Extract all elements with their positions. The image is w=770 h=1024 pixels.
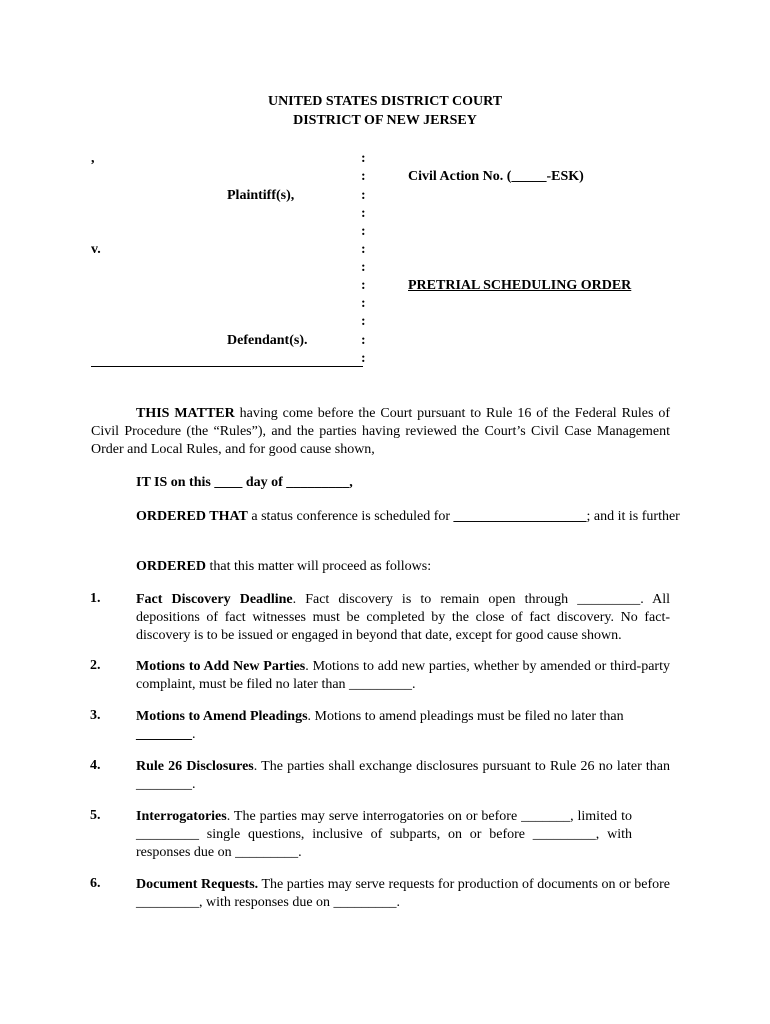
defendant-label: Defendant(s). [227,333,308,348]
amend-deadline-blank: ________ [136,727,192,742]
caption-colon: : [361,351,366,366]
caption-colon: : [361,169,366,184]
item-number: 2. [90,658,101,673]
item-heading: Fact Discovery Deadline [136,592,293,607]
caption-colon: : [361,151,366,166]
ordered-lead: ORDERED THAT [136,509,248,524]
caption-colon: : [361,242,366,257]
caption-colon: : [361,296,366,311]
item-add-parties [136,658,670,694]
item-end: . [192,727,196,742]
ordered-text: a status conference is scheduled for [247,509,454,524]
caption-colon: : [361,278,366,293]
caption-colon: : [361,188,366,203]
item-text: . Fact discovery is to remain open through _________. All depositions of fact witnesses must be completed by the close of fact discovery. No fact-discovery is to be issued or engaged in beyond that date, except for good cause shown. [136,592,670,643]
it-is-date-line: IT IS on this ____ day of _________, [136,475,353,490]
item-rule-26 [136,758,670,794]
item-document-requests [136,876,670,912]
court-name: UNITED STATES DISTRICT COURT [267,94,503,109]
item-text: The parties may serve requests for production of documents on or before _________, with responses due on _________. [136,877,670,910]
conference-date-blank: ___________________ [453,509,587,524]
ordered-text: that this matter will proceed as follows: [206,559,432,574]
intro-text: having come before the Court pursuant to Rule 16 of the Federal Rules of Civil Procedure (the “Rules”), and the parties having reviewed the Court’s Civil Case Management Order and Local Rules, and for good cause shown, [91,406,670,457]
civil-action-number: Civil Action No. (_____-ESK) [408,169,584,184]
item-interrogatories [136,808,632,862]
item-number: 4. [90,758,101,773]
ordered-proceed [136,558,670,576]
item-amend-pleadings [136,708,670,744]
intro-paragraph [91,405,670,459]
item-heading: Document Requests. [136,877,259,892]
item-heading: Rule 26 Disclosures [136,759,254,774]
caption-colon: : [361,260,366,275]
plaintiff-label: Plaintiff(s), [227,188,295,203]
item-number: 3. [90,708,101,723]
item-text: . Motions to amend pleadings must be filed no later than [307,709,624,724]
item-number: 6. [90,876,101,891]
item-text: . The parties shall exchange disclosures pursuant to Rule 26 no later than ________. [136,759,670,792]
item-number: 1. [90,591,101,606]
item-heading: Interrogatories [136,809,227,824]
item-heading: Motions to Add New Parties [136,659,306,674]
ordered-end: ; and it is further [586,509,680,524]
versus-label: v. [91,242,101,257]
item-number: 5. [90,808,101,823]
plaintiff-name-blank: , [91,151,95,166]
caption-underline [91,366,363,367]
caption-colon: : [361,224,366,239]
caption-colon: : [361,206,366,221]
caption-colon: : [361,314,366,329]
item-fact-discovery [136,591,670,645]
ordered-status-conference [136,508,684,526]
court-district: DISTRICT OF NEW JERSEY [293,113,477,128]
caption-colon: : [361,333,366,348]
item-text: . The parties may serve interrogatories on or before _______, limited to _________ single questions, inclusive of subparts, on or before _________, with responses due on _________. [136,809,632,860]
order-title: PRETRIAL SCHEDULING ORDER [408,278,632,293]
item-heading: Motions to Amend Pleadings [136,709,308,724]
intro-lead: THIS MATTER [136,406,235,421]
ordered-lead: ORDERED [136,559,207,574]
item-text: . Motions to add new parties, whether by amended or third-party complaint, must be filed no later than _________. [136,659,670,692]
